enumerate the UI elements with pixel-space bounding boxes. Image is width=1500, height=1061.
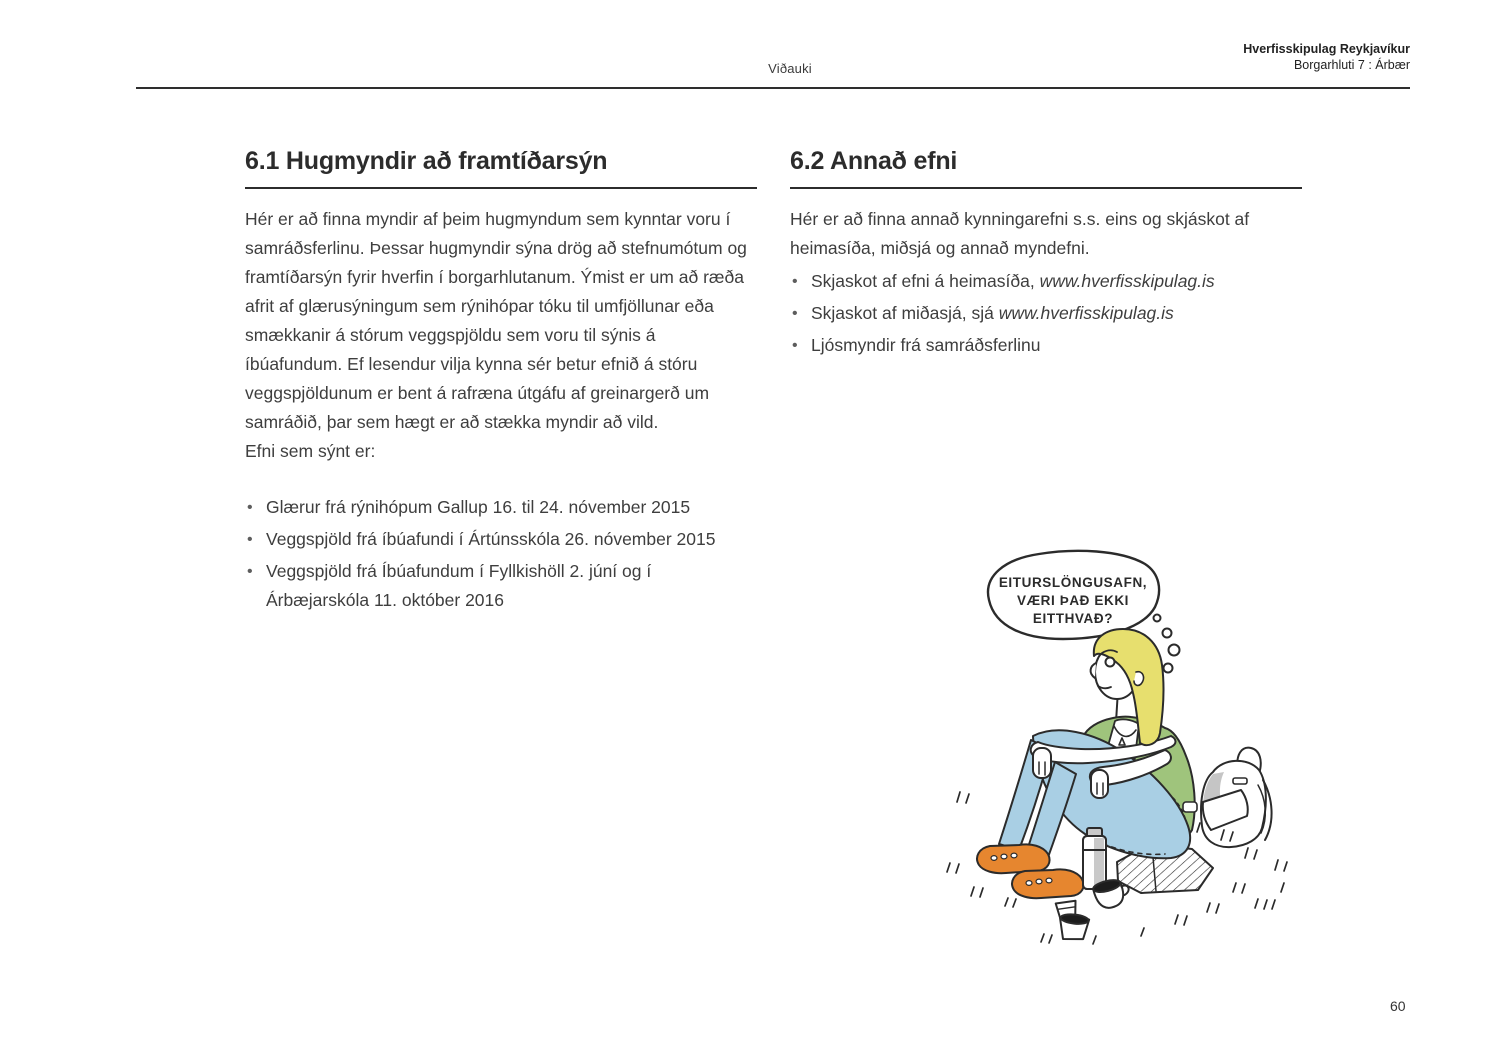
illustration-sitting-woman bbox=[945, 540, 1305, 970]
bullet-dot: • bbox=[792, 304, 798, 322]
bullet-dot: • bbox=[792, 336, 798, 354]
list-item-text: Glærur frá rýnihópum Gallup 16. til 24. nóvember 2015 bbox=[266, 496, 691, 517]
content-list bbox=[245, 493, 757, 615]
section-heading: 6.1 Hugmyndir að framtíðarsýn bbox=[245, 147, 608, 175]
thought-bubble-line3: EITTHVAÐ? bbox=[1032, 611, 1114, 626]
list-item bbox=[245, 493, 757, 522]
header-document-info bbox=[1243, 41, 1410, 73]
content-list bbox=[790, 267, 1302, 360]
heading-divider bbox=[790, 187, 1302, 189]
list-item-url: www.hverfisskipulag.is bbox=[1039, 270, 1215, 291]
list-item-text: Skjaskot af miðasjá, sjá bbox=[811, 302, 999, 323]
list-item-text: Skjaskot af efni á heimasíða, bbox=[811, 270, 1040, 291]
thermos bbox=[1083, 828, 1106, 889]
section-paragraph: Hér er að finna annað kynningarefni s.s. eins og skjáskot af heimasíða, miðsjá og annað myndefni. bbox=[790, 208, 1250, 258]
list-lead-in: Efni sem sýnt er: bbox=[245, 440, 376, 461]
section-heading: 6.2 Annað efni bbox=[790, 147, 958, 175]
illustration-svg bbox=[945, 540, 1305, 970]
shoes bbox=[977, 844, 1083, 898]
heading-divider bbox=[245, 187, 757, 189]
bullet-dot: • bbox=[247, 562, 253, 580]
list-item-url: www.hverfisskipulag.is bbox=[998, 302, 1174, 323]
list-item bbox=[790, 299, 1302, 328]
bullet-dot: • bbox=[247, 498, 253, 516]
list-item bbox=[790, 267, 1302, 296]
page-number: 60 bbox=[1390, 998, 1406, 1014]
list-item bbox=[245, 525, 757, 554]
header-document-title: Hverfisskipulag Reykjavíkur bbox=[1243, 42, 1410, 56]
list-item-text: Veggspjöld frá íbúafundi í Ártúnsskóla 26. nóvember 2015 bbox=[266, 528, 716, 549]
list-item-text: Ljósmyndir frá samráðsferlinu bbox=[811, 334, 1041, 355]
coffee-cup bbox=[1058, 913, 1090, 941]
list-item-text: Veggspjöld frá Íbúafundum í Fyllkishöll 2. júní og í Árbæjarskóla 11. október 2016 bbox=[266, 560, 652, 610]
list-item bbox=[245, 557, 757, 615]
thought-bubble-line2: VÆRI ÞAÐ EKKI bbox=[1016, 593, 1130, 608]
hand-right bbox=[1091, 770, 1108, 798]
bullet-dot: • bbox=[247, 530, 253, 548]
section-paragraph: Hér er að finna myndir af þeim hugmyndum sem kynntar voru í samráðsferlinu. Þessar hugmyndir sýna drög að stefnumótum og framtíðarsýn fyrir hverfin í borgarhlutanum. Ýmist er um að ræða afrit af glærusýningum sem rýnihópar tóku til umfjöllunar eða smækkanir á stórum veggspjöldu sem voru til sýnis á íbúafundum. Ef lesendur vilja kynna sér betur efnið á stóru veggspjöldunum er bent á rafræna útgáfu af greinargerð um samráðið, þar sem hægt er að stækka myndir að vild. bbox=[245, 208, 747, 432]
header-section-label: Viðauki bbox=[768, 61, 812, 76]
header-document-subtitle: Borgarhluti 7 : Árbær bbox=[1293, 58, 1410, 72]
header-divider bbox=[136, 87, 1410, 89]
vest-tab bbox=[1183, 802, 1197, 812]
section-6-1 bbox=[245, 146, 757, 618]
eye bbox=[1106, 658, 1115, 667]
list-item bbox=[790, 331, 1302, 360]
section-6-2 bbox=[790, 146, 1302, 363]
bullet-dot: • bbox=[792, 272, 798, 290]
hand-left bbox=[1033, 748, 1051, 778]
thought-bubble-line1: EITURSLÖNGUSAFN, bbox=[998, 575, 1148, 590]
backpack bbox=[1201, 748, 1272, 847]
